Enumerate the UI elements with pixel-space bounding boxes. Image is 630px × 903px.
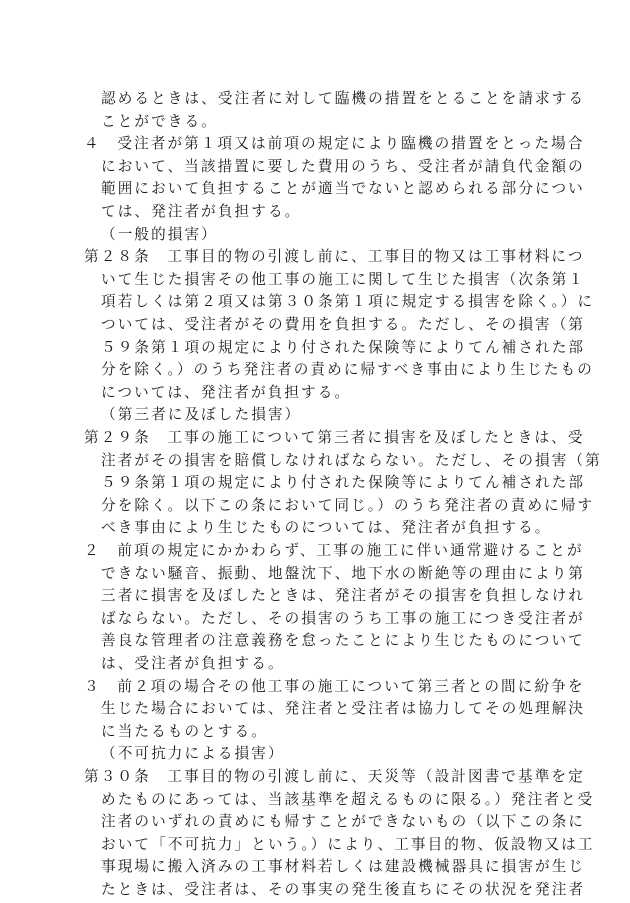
article-line: ついては、受注者がその費用を負担する。ただし、その損害（第 — [101, 316, 586, 333]
article-line: めたものにあっては、当該基準を超えるものに限る。）発注者と受 — [101, 791, 595, 808]
paragraph-first-line: ４ 受注者が第１項又は前項の規定により臨機の措置をとった場合 — [84, 135, 585, 152]
paragraph-line: 範囲において負担することが適当でないと認められる部分につい — [101, 180, 585, 197]
paragraph-line: 生じた場合においては、発注者と受注者は協力してその処理解決 — [101, 700, 586, 717]
article-line: たときは、受注者は、その事実の発生後直ちにその状況を発注者 — [101, 881, 586, 898]
section-heading: （第三者に及ぼした損害） — [101, 406, 302, 423]
article-line: おいて「不可抗力」という。）により、工事目的物、仮設物又は工 — [101, 836, 595, 853]
article-first-line: 第３０条 工事目的物の引渡し前に、天災等（設計図書で基準を定 — [84, 768, 585, 785]
continuation-line: 認めるときは、受注者に対して臨機の措置をとることを請求する — [101, 90, 586, 107]
article-line: 注者のいずれの責めにも帰すことができないもの（以下この条に — [101, 813, 586, 830]
article-first-line: 第２８条 工事目的物の引渡し前に、工事目的物又は工事材料につ — [84, 248, 585, 265]
paragraph-line: に当たるものとする。 — [101, 723, 268, 740]
paragraph-line: できない騒音、振動、地盤沈下、地下水の断絶等の理由により第 — [101, 565, 586, 582]
article-line: いて生じた損害その他工事の施工に関して生じた損害（次条第１ — [101, 271, 586, 288]
article-line: 項若しくは第２項又は第３０条第１項に規定する損害を除く。）に — [101, 293, 595, 310]
article-line: については、発注者が負担する。 — [101, 384, 352, 401]
section-heading: （不可抗力による損害） — [101, 745, 285, 762]
paragraph-first-line: ２ 前項の規定にかかわらず、工事の施工に伴い通常避けることが — [84, 542, 584, 559]
article-first-line: 第２９条 工事の施工について第三者に損害を及ぼしたときは、受 — [84, 429, 585, 446]
paragraph-line: ては、発注者が負担する。 — [101, 203, 302, 220]
continuation-line: ことができる。 — [101, 113, 218, 130]
paragraph-line: ばならない。ただし、その損害のうち工事の施工につき受注者が — [101, 610, 585, 627]
article-line: 事現場に搬入済みの工事材料若しくは建設機械器具に損害が生じ — [101, 858, 586, 875]
paragraph-line: は、受注者が負担する。 — [101, 655, 285, 672]
paragraph-line: 善良な管理者の注意義務を怠ったことにより生じたものについて — [101, 632, 585, 649]
article-line: べき事由により生じたものについては、発注者が負担する。 — [101, 519, 552, 536]
article-line: 分を除く。）のうち発注者の責めに帰すべき事由により生じたもの — [101, 361, 594, 378]
article-line: ５９条第１項の規定により付された保険等によりてん補された部 — [101, 474, 586, 491]
article-line: 注者がその損害を賠償しなければならない。ただし、その損害（第 — [101, 452, 602, 469]
paragraph-line: において、当該措置に要した費用のうち、受注者が請負代金額の — [101, 158, 585, 175]
article-line: ５９条第１項の規定により付された保険等によりてん補された部 — [101, 339, 586, 356]
paragraph-first-line: ３ 前２項の場合その他工事の施工について第三者との間に紛争を — [84, 678, 585, 695]
section-heading: （一般的損害） — [101, 226, 218, 243]
article-line: 分を除く。以下この条において同じ。）のうち発注者の責めに帰す — [101, 497, 595, 514]
paragraph-line: 三者に損害を及ぼしたときは、発注者がその損害を負担しなけれ — [101, 587, 586, 604]
